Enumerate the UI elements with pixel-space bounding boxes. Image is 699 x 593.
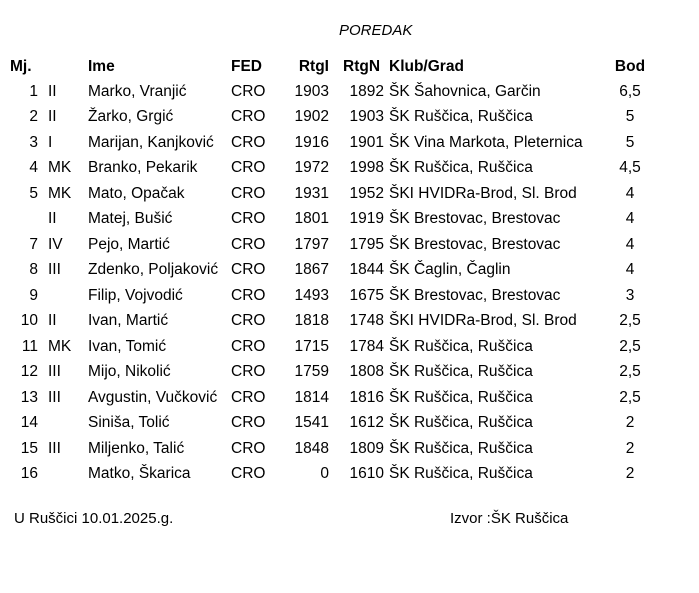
cell-points: 4 bbox=[625, 261, 635, 279]
cell-club: ŠK Vina Markota, Pleternica bbox=[389, 133, 583, 151]
header-points: Bod bbox=[614, 58, 646, 75]
cell-club: ŠK Čaglin, Čaglin bbox=[389, 261, 511, 279]
cell-name: Branko, Pekarik bbox=[88, 159, 198, 177]
cell-rtgn: 1919 bbox=[349, 210, 384, 228]
table-row bbox=[10, 360, 651, 386]
cell-points: 3 bbox=[625, 286, 635, 304]
cell-name: Avgustin, Vučković bbox=[88, 388, 218, 406]
header-rtgi: RtgI bbox=[298, 58, 329, 75]
cell-name: Ivan, Tomić bbox=[88, 337, 167, 355]
cell-rank: 10 bbox=[20, 312, 38, 330]
cell-rtgi: 1759 bbox=[294, 363, 329, 381]
table-body bbox=[10, 79, 651, 487]
header-name: Ime bbox=[88, 58, 115, 75]
cell-title bbox=[38, 411, 88, 437]
cell-rtgn: 1816 bbox=[349, 388, 384, 406]
page-title: POREDAK bbox=[339, 22, 413, 39]
cell-fed: CRO bbox=[231, 261, 266, 279]
cell-points: 2,5 bbox=[619, 388, 641, 406]
header-club: Klub/Grad bbox=[389, 58, 464, 75]
cell-name: Mijo, Nikolić bbox=[88, 363, 171, 381]
cell-fed: CRO bbox=[231, 82, 266, 100]
table-row bbox=[10, 79, 651, 105]
cell-rtgi: 1867 bbox=[294, 261, 329, 279]
cell-rank: 3 bbox=[29, 133, 38, 151]
cell-rtgi: 1797 bbox=[294, 235, 329, 253]
cell-club: ŠKI HVIDRa-Brod, Sl. Brod bbox=[389, 184, 577, 202]
cell-name: Miljenko, Talić bbox=[88, 439, 185, 457]
cell-club: ŠK Brestovac, Brestovac bbox=[389, 286, 561, 304]
cell-fed: CRO bbox=[231, 184, 266, 202]
cell-rtgi: 1916 bbox=[294, 133, 329, 151]
cell-title: IV bbox=[48, 235, 63, 253]
cell-rtgn: 1795 bbox=[349, 235, 384, 253]
cell-rtgn: 1808 bbox=[349, 363, 384, 381]
cell-rank: 8 bbox=[29, 261, 38, 279]
cell-title: III bbox=[48, 439, 61, 457]
cell-rank: 15 bbox=[20, 439, 38, 457]
cell-rtgi: 1715 bbox=[294, 337, 329, 355]
cell-club: ŠK Ruščica, Ruščica bbox=[389, 363, 533, 381]
cell-points: 4 bbox=[625, 184, 635, 202]
table-row bbox=[10, 258, 651, 284]
cell-club: ŠK Brestovac, Brestovac bbox=[389, 235, 561, 253]
cell-rtgi: 1493 bbox=[294, 286, 329, 304]
cell-title: III bbox=[48, 388, 61, 406]
cell-rtgi: 1814 bbox=[294, 388, 329, 406]
cell-rank bbox=[10, 207, 38, 233]
table-row bbox=[10, 385, 651, 411]
cell-rtgn: 1998 bbox=[349, 159, 384, 177]
cell-title: II bbox=[48, 312, 57, 330]
cell-rtgn: 1844 bbox=[349, 261, 384, 279]
table-row bbox=[10, 207, 651, 233]
table-row bbox=[10, 309, 651, 335]
cell-club: ŠK Ruščica, Ruščica bbox=[389, 439, 533, 457]
cell-fed: CRO bbox=[231, 363, 266, 381]
standings-table bbox=[10, 55, 651, 487]
cell-title: MK bbox=[48, 159, 72, 177]
table-row bbox=[10, 436, 651, 462]
cell-rtgn: 1892 bbox=[349, 82, 384, 100]
cell-rtgi: 1801 bbox=[294, 210, 329, 228]
cell-name: Mato, Opačak bbox=[88, 184, 185, 202]
table-row bbox=[10, 105, 651, 131]
cell-rtgn: 1952 bbox=[349, 184, 384, 202]
cell-fed: CRO bbox=[231, 133, 266, 151]
cell-points: 5 bbox=[625, 133, 635, 151]
cell-fed: CRO bbox=[231, 210, 266, 228]
cell-points: 2,5 bbox=[619, 363, 641, 381]
cell-club: ŠK Ruščica, Ruščica bbox=[389, 337, 533, 355]
cell-club: ŠK Ruščica, Ruščica bbox=[389, 388, 533, 406]
cell-rtgi: 1931 bbox=[294, 184, 329, 202]
table-row bbox=[10, 156, 651, 182]
cell-club: ŠK Ruščica, Ruščica bbox=[389, 108, 533, 126]
table-row bbox=[10, 283, 651, 309]
cell-fed: CRO bbox=[231, 159, 266, 177]
cell-title: II bbox=[48, 108, 57, 126]
cell-points: 2,5 bbox=[619, 337, 641, 355]
cell-fed: CRO bbox=[231, 235, 266, 253]
cell-rtgn: 1903 bbox=[349, 108, 384, 126]
cell-fed: CRO bbox=[231, 388, 266, 406]
cell-points: 6,5 bbox=[619, 82, 641, 100]
table-row bbox=[10, 130, 651, 156]
cell-club: ŠK Brestovac, Brestovac bbox=[389, 210, 561, 228]
cell-fed: CRO bbox=[231, 312, 266, 330]
cell-club: ŠK Ruščica, Ruščica bbox=[389, 465, 533, 483]
cell-name: Pejo, Martić bbox=[88, 235, 170, 253]
cell-rtgi: 1848 bbox=[294, 439, 329, 457]
cell-points: 2 bbox=[625, 465, 635, 483]
cell-rank: 14 bbox=[20, 414, 38, 432]
table-header-row bbox=[10, 55, 651, 79]
cell-fed: CRO bbox=[231, 108, 266, 126]
cell-rtgn: 1612 bbox=[349, 414, 384, 432]
table-row bbox=[10, 181, 651, 207]
cell-title: MK bbox=[48, 184, 72, 202]
cell-name: Marko, Vranjić bbox=[88, 82, 187, 100]
cell-title: MK bbox=[48, 337, 72, 355]
cell-rank: 1 bbox=[29, 82, 38, 100]
header-rank: Mj. bbox=[10, 58, 32, 75]
cell-name: Marijan, Kanjković bbox=[88, 133, 214, 151]
cell-rtgn: 1675 bbox=[349, 286, 384, 304]
cell-club: ŠK Šahovnica, Garčin bbox=[389, 82, 541, 100]
cell-title: III bbox=[48, 261, 61, 279]
cell-points: 5 bbox=[625, 108, 635, 126]
cell-name: Matko, Škarica bbox=[88, 465, 191, 483]
header-title bbox=[38, 55, 88, 79]
cell-club: ŠK Ruščica, Ruščica bbox=[389, 159, 533, 177]
cell-rank: 13 bbox=[20, 388, 38, 406]
cell-points: 4 bbox=[625, 235, 635, 253]
cell-rtgi: 1903 bbox=[294, 82, 329, 100]
cell-club: ŠKI HVIDRa-Brod, Sl. Brod bbox=[389, 312, 577, 330]
cell-fed: CRO bbox=[231, 337, 266, 355]
cell-points: 2 bbox=[625, 439, 635, 457]
footer-place-date: U Ruščici 10.01.2025.g. bbox=[14, 510, 174, 527]
cell-title bbox=[38, 462, 88, 488]
cell-title: II bbox=[48, 82, 57, 100]
cell-fed: CRO bbox=[231, 439, 266, 457]
table-row bbox=[10, 462, 651, 488]
footer-source: Izvor :ŠK Ruščica bbox=[450, 510, 569, 527]
cell-rtgn: 1610 bbox=[349, 465, 384, 483]
table-row bbox=[10, 411, 651, 437]
cell-fed: CRO bbox=[231, 465, 266, 483]
cell-name: Žarko, Grgić bbox=[88, 108, 174, 126]
cell-rank: 16 bbox=[20, 465, 38, 483]
cell-rtgn: 1901 bbox=[349, 133, 384, 151]
cell-title: III bbox=[48, 363, 61, 381]
header-rtgn: RtgN bbox=[343, 58, 381, 75]
cell-rank: 7 bbox=[29, 235, 38, 253]
cell-rank: 12 bbox=[20, 363, 38, 381]
cell-rtgi: 0 bbox=[320, 465, 329, 483]
cell-fed: CRO bbox=[231, 286, 266, 304]
cell-rtgn: 1809 bbox=[349, 439, 384, 457]
cell-points: 2,5 bbox=[619, 312, 641, 330]
cell-points: 4 bbox=[625, 210, 635, 228]
cell-rtgn: 1784 bbox=[349, 337, 384, 355]
cell-rank: 9 bbox=[29, 286, 38, 304]
cell-club: ŠK Ruščica, Ruščica bbox=[389, 414, 533, 432]
header-fed: FED bbox=[231, 58, 262, 75]
table-row bbox=[10, 232, 651, 258]
table-row bbox=[10, 334, 651, 360]
cell-name: Filip, Vojvodić bbox=[88, 286, 183, 304]
cell-rtgi: 1818 bbox=[294, 312, 329, 330]
cell-name: Matej, Bušić bbox=[88, 210, 173, 228]
cell-rtgn: 1748 bbox=[349, 312, 384, 330]
cell-title: I bbox=[48, 133, 53, 151]
cell-rtgi: 1972 bbox=[294, 159, 329, 177]
cell-rank: 2 bbox=[29, 108, 38, 126]
cell-points: 4,5 bbox=[619, 159, 641, 177]
cell-name: Siniša, Tolić bbox=[88, 414, 170, 432]
cell-rtgi: 1902 bbox=[294, 108, 329, 126]
cell-title bbox=[38, 283, 88, 309]
cell-name: Ivan, Martić bbox=[88, 312, 169, 330]
cell-rank: 5 bbox=[29, 184, 38, 202]
cell-rtgi: 1541 bbox=[294, 414, 329, 432]
cell-fed: CRO bbox=[231, 414, 266, 432]
cell-rank: 4 bbox=[29, 159, 38, 177]
cell-name: Zdenko, Poljaković bbox=[88, 261, 219, 279]
cell-title: II bbox=[48, 210, 57, 228]
cell-points: 2 bbox=[625, 414, 635, 432]
cell-rank: 11 bbox=[21, 337, 38, 355]
